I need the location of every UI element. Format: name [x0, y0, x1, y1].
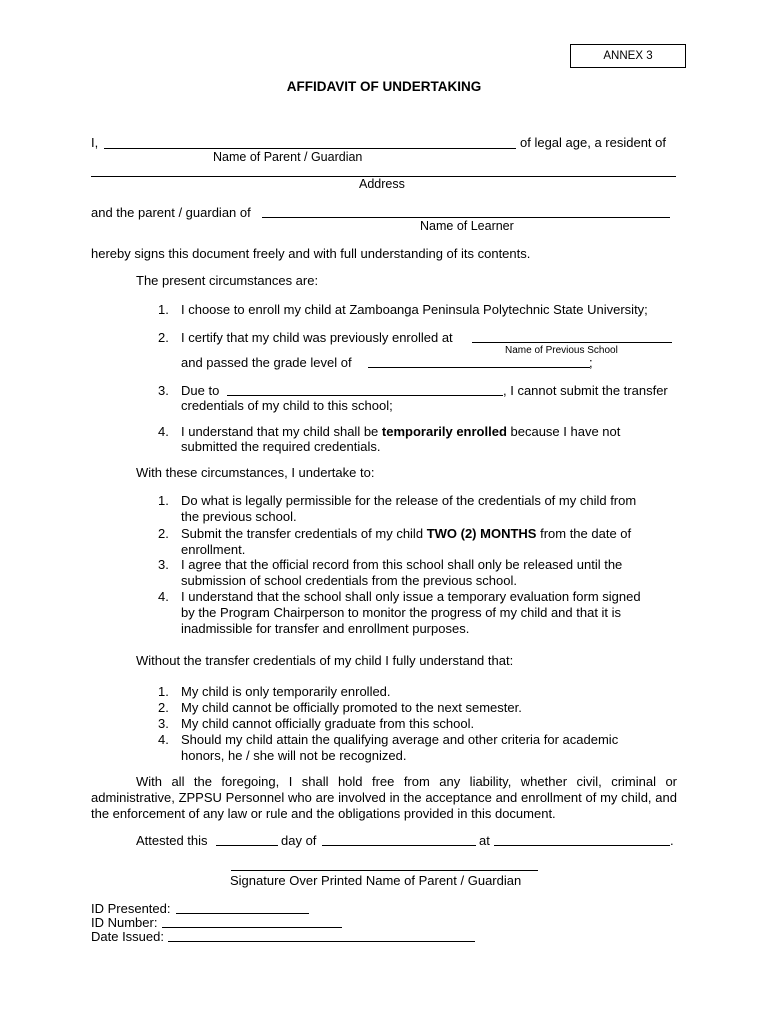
grade-level-blank[interactable] [368, 367, 590, 368]
attested-place-blank[interactable] [494, 845, 670, 846]
signature-caption: Signature Over Printed Name of Parent / Guardian [230, 873, 522, 888]
undertake-4-line1: I understand that the school shall only issue a temporary evaluation form signed [181, 589, 641, 604]
without-2-num: 2. [158, 700, 169, 715]
id-presented-label: ID Presented: [91, 901, 171, 916]
without-1-num: 1. [158, 684, 169, 699]
temporarily-enrolled-emphasis: temporarily enrolled [381, 424, 507, 439]
circumstance-2-text-b: and passed the grade level of [181, 355, 352, 370]
without-4-num: 4. [158, 732, 169, 747]
circumstance-3-num: 3. [158, 383, 169, 398]
parent-name-caption: Name of Parent / Guardian [213, 150, 363, 164]
undertake-1-line2: the previous school. [181, 509, 297, 524]
undertake-1-num: 1. [158, 493, 169, 508]
parent-of-text: and the parent / guardian of [91, 205, 251, 220]
undertake-2-line1 [181, 526, 631, 541]
legal-age-text: of legal age, a resident of [520, 135, 666, 150]
attested-day-blank[interactable] [216, 845, 278, 846]
circumstance-3-text-c: credentials of my child to this school; [181, 398, 393, 413]
circumstance-3-text-b: , I cannot submit the transfer [503, 383, 668, 398]
date-issued-blank[interactable] [168, 941, 475, 942]
id-presented-blank[interactable] [176, 913, 309, 914]
circumstance-4-text-c: submitted the required credentials. [181, 439, 381, 454]
without-4-text2: honors, he / she will not be recognized. [181, 748, 407, 763]
attested-end: . [670, 833, 674, 848]
without-3-text: My child cannot officially graduate from this school. [181, 716, 475, 731]
undertake-1-line1: Do what is legally permissible for the release of the credentials of my child from [181, 493, 637, 508]
reason-blank[interactable] [227, 395, 503, 396]
id-number-label: ID Number: [91, 915, 158, 930]
learner-name-caption: Name of Learner [420, 219, 514, 233]
circumstance-2-end: ; [589, 355, 593, 370]
circumstance-2-text-a: I certify that my child was previously enrolled at [181, 330, 453, 345]
circumstance-4-num: 4. [158, 424, 169, 439]
parent-name-blank[interactable] [104, 148, 516, 149]
undertake-4-num: 4. [158, 589, 169, 604]
i-prefix: I, [91, 135, 99, 150]
circumstance-4-text-b: because I have not [510, 424, 621, 439]
circumstance-4-line1 [181, 424, 620, 439]
undertake-2-num: 2. [158, 526, 169, 541]
previous-school-caption: Name of Previous School [505, 345, 618, 356]
circumstance-1-num: 1. [158, 302, 169, 317]
circumstances-intro: The present circumstances are: [136, 273, 319, 288]
signature-blank[interactable] [231, 870, 538, 871]
undertake-3-num: 3. [158, 557, 169, 572]
circumstance-4-text-a: I understand that my child shall be [181, 424, 379, 439]
undertake-intro: With these circumstances, I undertake to: [136, 465, 375, 480]
undertake-4-line2: by the Program Chairperson to monitor the progress of my child and that it is [181, 605, 622, 620]
undertake-2-line2: enrollment. [181, 542, 246, 557]
date-issued-label: Date Issued: [91, 929, 164, 944]
circumstance-1-text: I choose to enroll my child at Zamboanga Peninsula Polytechnic State University; [181, 302, 648, 317]
day-of-text: day of [281, 833, 317, 848]
without-4-text: Should my child attain the qualifying average and other criteria for academic [181, 732, 619, 747]
undertake-3-line1: I agree that the official record from this school shall only be released until the [181, 557, 623, 572]
attested-text: Attested this [136, 833, 208, 848]
at-text: at [479, 833, 490, 848]
undertake-2-text-b: from the date of [540, 526, 632, 541]
without-2-text: My child cannot be officially promoted to the next semester. [181, 700, 522, 715]
circumstance-3-text-a: Due to [181, 383, 220, 398]
attested-month-blank[interactable] [322, 845, 476, 846]
circumstance-2-num: 2. [158, 330, 169, 345]
learner-name-blank[interactable] [262, 217, 670, 218]
undertake-2-text-a: Submit the transfer credentials of my child [181, 526, 424, 541]
without-1-text: My child is only temporarily enrolled. [181, 684, 391, 699]
foregoing-paragraph: With all the foregoing, I shall hold free from any liability, whether civil, criminal or administrative, ZPPSU Personnel who are involved in the acceptance and enrollment of my child, and the enforcement of any law or rule and the obligations provided in this document. [91, 774, 677, 821]
hereby-text: hereby signs this document freely and with full understanding of its contents. [91, 246, 531, 261]
two-months-emphasis: TWO (2) MONTHS [426, 526, 537, 541]
without-3-num: 3. [158, 716, 169, 731]
undertake-3-line2: submission of school credentials from the previous school. [181, 573, 517, 588]
document-title: AFFIDAVIT OF UNDERTAKING [286, 79, 482, 94]
id-number-blank[interactable] [162, 927, 342, 928]
without-intro: Without the transfer credentials of my child I fully understand that: [136, 653, 514, 668]
annex-label: ANNEX 3 [570, 44, 686, 68]
undertake-4-line3: inadmissible for transfer and enrollment purposes. [181, 621, 470, 636]
address-caption: Address [359, 177, 405, 191]
